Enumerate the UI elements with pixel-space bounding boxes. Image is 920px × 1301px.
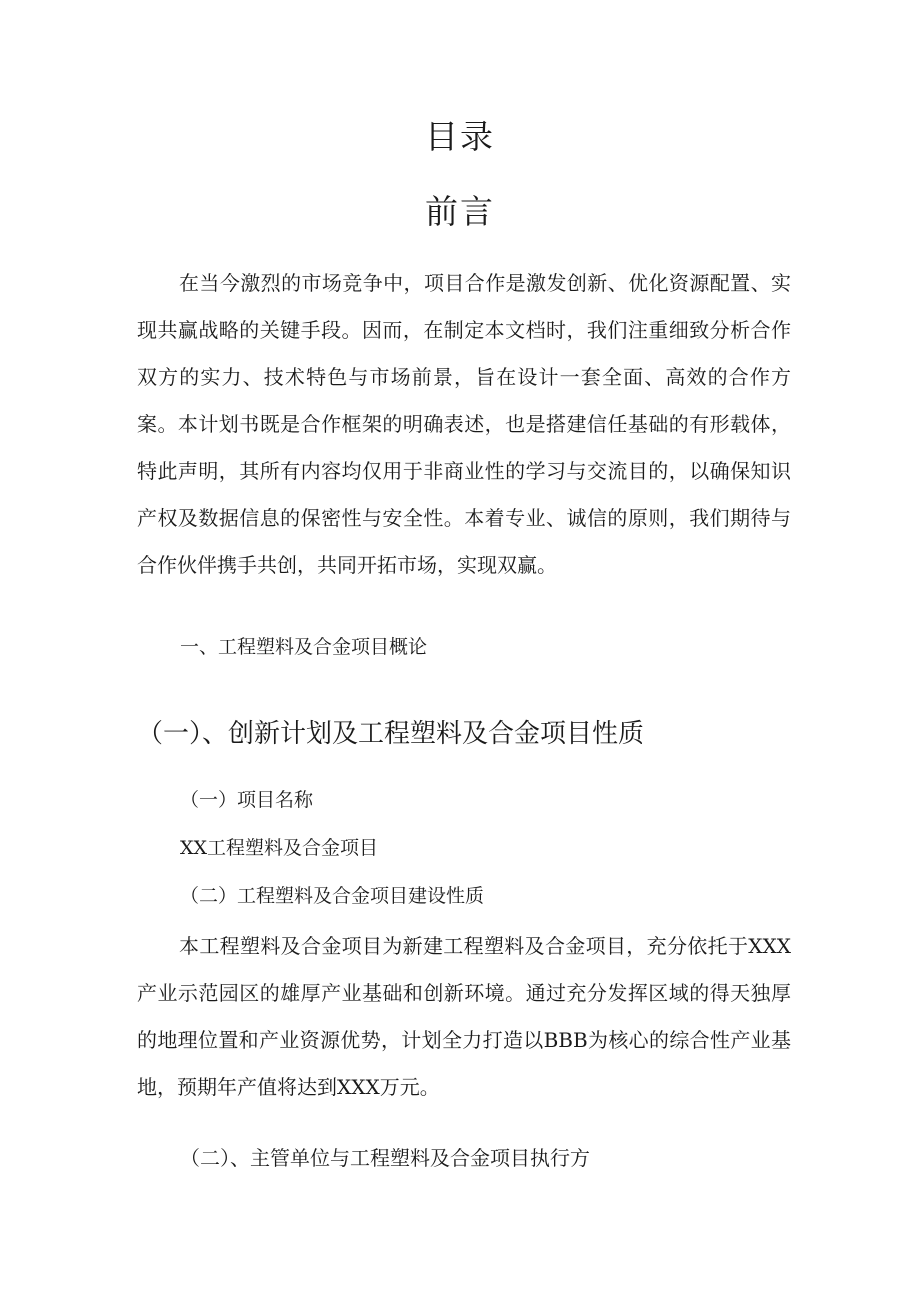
construction-nature-heading: （二）工程塑料及合金项目建设性质: [180, 885, 485, 907]
construction-nature-paragraph: 本工程塑料及合金项目为新建工程塑料及合金项目，充分依托于XXX产业示范园区的雄厚产业基础和创新环境。通过充分发挥区域的得天独厚的地理位置和产业资源优势，计划全力打造以BBB为核心的综合性产业基地，预期年产值将达到XXX万元。: [137, 934, 791, 1099]
preface-paragraph: 在当今激烈的市场竞争中，项目合作是激发创新、优化资源配置、实现共赢战略的关键手段。因而，在制定本文档时，我们注重细致分析合作双方的实力、技术特色与市场前景，旨在设计一套全面、高效的合作方案。本计划书既是合作框架的明确表述，也是搭建信任基础的有形载体，特此声明，其所有内容均仅用于非商业性的学习与交流目的，以确保知识产权及数据信息的保密性与安全性。本着专业、诚信的原则，我们期待与合作伙伴携手共创，共同开拓市场，实现双赢。: [137, 271, 791, 577]
section-heading: 一、工程塑料及合金项目概论: [180, 636, 428, 658]
toc-title: 目录: [425, 117, 495, 156]
project-name-heading: （一）项目名称: [180, 789, 314, 811]
subsection-heading: （一）、创新计划及工程塑料及合金项目性质: [137, 719, 645, 749]
subsection-heading-2: （二）、主管单位与工程塑料及合金项目执行方: [180, 1146, 590, 1170]
preface-title: 前言: [425, 192, 495, 231]
project-name-value: XX工程塑料及合金项目: [180, 837, 379, 859]
